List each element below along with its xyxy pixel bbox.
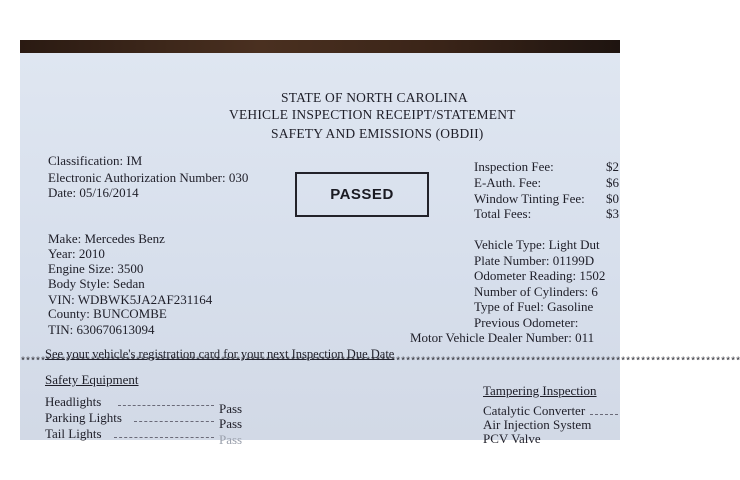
fuel-type: Type of Fuel: Gasoline [474,299,594,314]
header-safety-emissions: SAFETY AND EMISSIONS (OBDII) [271,126,484,141]
tin-number: TIN: 630670613094 [48,322,155,337]
safety-status-parking-lights: Pass [219,416,243,431]
header-receipt-title: VEHICLE INSPECTION RECEIPT/STATEMENT [229,107,516,122]
cylinders: Number of Cylinders: 6 [474,284,598,299]
county: County: BUNCOMBE [48,306,167,321]
leader-dots [134,421,214,422]
tampering-heading: Tampering Inspection [483,383,597,398]
total-fees-value: $3 [606,206,619,221]
safety-item-parking-lights: Parking Lights [45,410,122,425]
due-date-notice: See your vehicle's registration card for your next Inspection Due Date [45,347,395,361]
plate-number: Plate Number: 01199D [474,253,595,268]
odometer-reading: Odometer Reading: 1502 [474,268,606,283]
passed-status-label: PASSED [330,186,394,203]
dealer-number: Motor Vehicle Dealer Number: 011 [410,330,595,345]
previous-odometer: Previous Odometer: [474,315,579,330]
header-state: STATE OF NORTH CAROLINA [281,90,468,105]
passed-status-box [295,172,429,217]
vehicle-year: Year: 2010 [48,246,105,261]
inspection-fee-label: Inspection Fee: [474,159,554,174]
tampering-item-air-injection: Air Injection System [483,417,592,432]
safety-item-tail-lights: Tail Lights [45,426,102,441]
dark-background-strip [20,40,620,54]
asterisk-divider: ************************************************************************************************************************************************ [20,357,740,368]
tampering-item-catalytic: Catalytic Converter [483,403,586,418]
leader-dots [114,437,214,438]
safety-item-headlights: Headlights [45,394,102,409]
safety-status-tail-lights: Pass [219,432,243,447]
vehicle-make: Make: Mercedes Benz [48,231,165,246]
tint-fee-value: $0 [606,191,619,206]
eauth-fee-label: E-Auth. Fee: [474,175,542,190]
eauth-fee-value: $6 [606,175,619,190]
leader-dots [590,414,618,415]
tampering-item-pcv: PCV Valve [483,431,541,446]
classification: Classification: IM [48,153,143,168]
total-fees-label: Total Fees: [474,206,532,221]
safety-equipment-heading: Safety Equipment [45,372,139,387]
leader-dots [118,405,214,406]
inspection-date: Date: 05/16/2014 [48,185,139,200]
tint-fee-label: Window Tinting Fee: [474,191,585,206]
inspection-receipt [20,53,740,447]
safety-status-headlights: Pass [219,401,243,416]
vin-number: VIN: WDBWK5JA2AF231164 [48,292,213,307]
authorization-number: Electronic Authorization Number: 030 [48,170,249,185]
inspection-fee-value: $2 [606,159,619,174]
engine-size: Engine Size: 3500 [48,261,144,276]
vehicle-type: Vehicle Type: Light Dut [474,237,600,252]
body-style: Body Style: Sedan [48,276,145,291]
